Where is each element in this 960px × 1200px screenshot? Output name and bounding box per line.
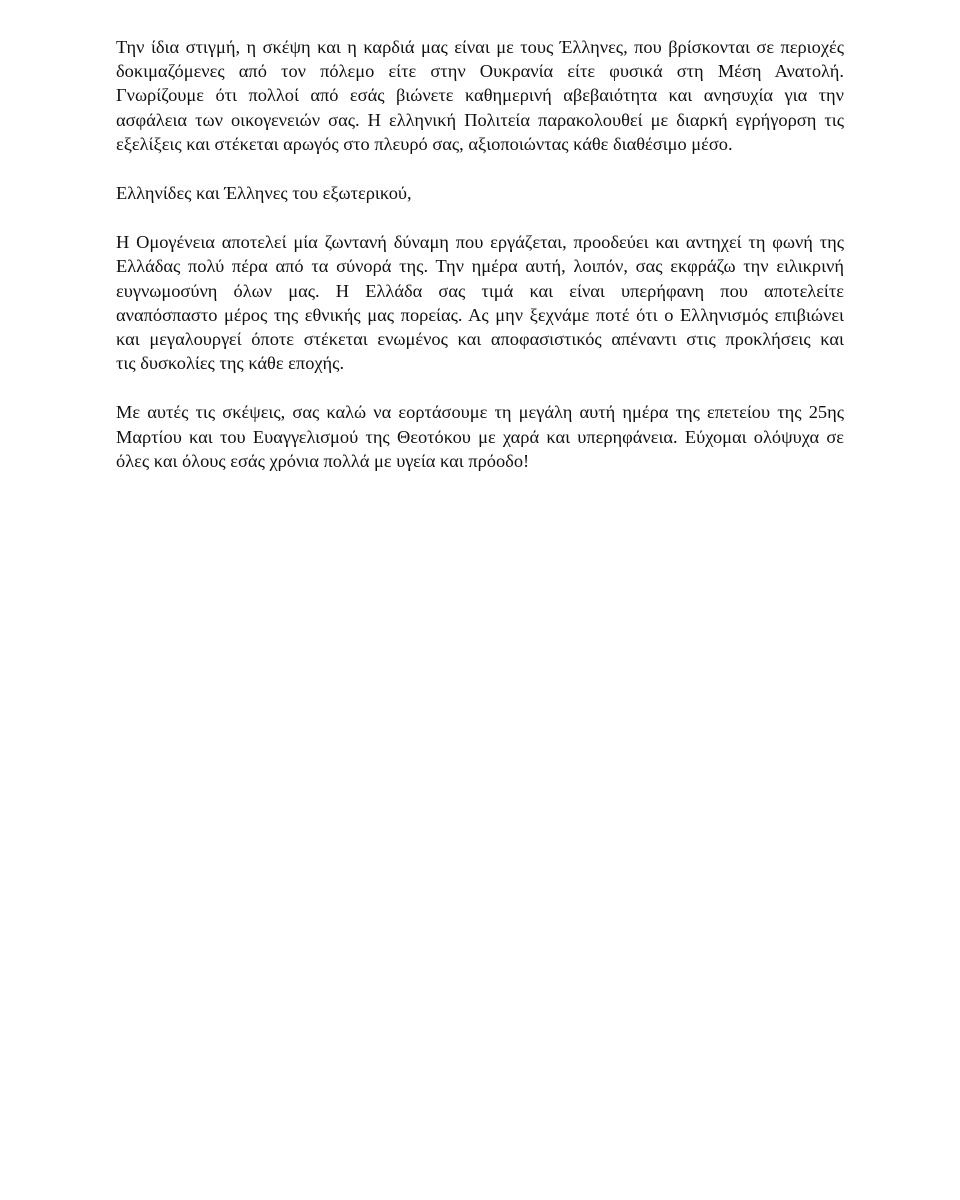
paragraph-2-line-3: ευγνωμοσύνη όλων μας. Η Ελλάδα σας τιμά και είναι υπερήφανη που αποτελείτε xyxy=(116,280,844,301)
paragraph-1-line-1: Την ίδια στιγμή, η σκέψη και η καρδιά μας είναι με τους Έλληνες, που βρίσκονται σε περιοχές xyxy=(116,37,844,57)
salutation xyxy=(116,181,844,205)
document-body xyxy=(116,35,844,498)
paragraph-2-line-5: και μεγαλουργεί όποτε στέκεται ενωμένος και αποφασιστικός απέναντι στις προκλήσεις και xyxy=(116,329,844,350)
paragraph-3 xyxy=(116,400,844,473)
paragraph-1-line-2: δοκιμαζόμενες από τον πόλεμο είτε στην Ουκρανία είτε φυσικά στη Μέση Ανατολή. xyxy=(116,61,844,82)
paragraph-1-line-5: εξελίξεις και στέκεται αρωγός στο πλευρό σας, αξιοποιώντας κάθε διαθέσιμο μέσο. xyxy=(116,133,733,154)
paragraph-3-line-2: Μαρτίου και του Ευαγγελισμού της Θεοτόκου με χαρά και υπερηφάνεια. Εύχομαι ολόψυχα σε xyxy=(116,426,844,447)
paragraph-2-line-2: Ελλάδας πολύ πέρα από τα σύνορά της. Την ημέρα αυτή, λοιπόν, σας εκφράζω την ειλικρινή xyxy=(116,256,844,277)
paragraph-3-line-3: όλες και όλους εσάς χρόνια πολλά με υγεία και πρόοδο! xyxy=(116,450,530,471)
paragraph-1-line-3: Γνωρίζουμε ότι πολλοί από εσάς βιώνετε καθημερινή αβεβαιότητα και ανησυχία για την xyxy=(116,85,844,106)
salutation-text: Ελληνίδες και Έλληνες του εξωτερικού, xyxy=(116,183,412,204)
paragraph-2-line-4: αναπόσπαστο μέρος της εθνικής μας πορείας. Ας μην ξεχνάμε ποτέ ότι ο Ελληνισμός επιβιώνει xyxy=(116,304,844,325)
paragraph-2-line-1: Η Ομογένεια αποτελεί μία ζωντανή δύναμη που εργάζεται, προοδεύει και αντηχεί τη φωνή της xyxy=(116,232,844,253)
paragraph-1-line-4: ασφάλεια των οικογενειών σας. Η ελληνική Πολιτεία παρακολουθεί με διαρκή εγρήγορση τις xyxy=(116,109,844,130)
paragraph-3-line-1: Με αυτές τις σκέψεις, σας καλώ να εορτάσουμε τη μεγάλη αυτή ημέρα της επετείου της 25ης xyxy=(116,402,844,423)
paragraph-2-line-6: τις δυσκολίες της κάθε εποχής. xyxy=(116,353,345,374)
paragraph-1 xyxy=(116,35,844,156)
paragraph-2 xyxy=(116,230,844,375)
